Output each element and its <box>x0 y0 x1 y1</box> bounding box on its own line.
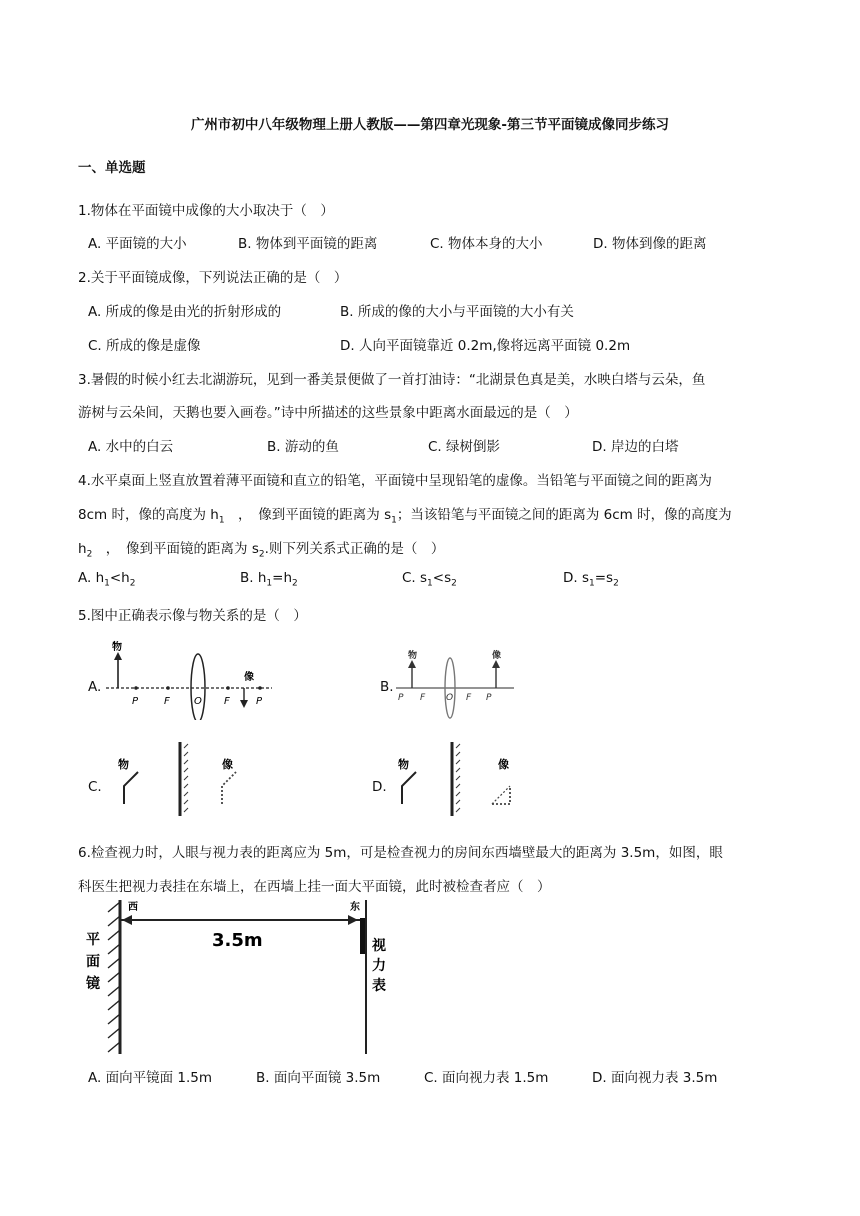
q6-option-d[interactable]: D. 面向视力表 3.5m <box>592 1070 718 1086</box>
question-1-stem: 1.物体在平面镜中成像的大小取决于（ ） <box>78 203 334 219</box>
question-3-line-1: 3.暑假的时候小红去北湖游玩，见到一番美景便做了一首打油诗：“北湖景色真是美，水映白塔与云朵，鱼 <box>78 372 706 388</box>
q5-option-d-label[interactable]: D. <box>372 779 387 795</box>
svg-text:O: O <box>194 696 202 707</box>
svg-text:像: 像 <box>492 651 502 661</box>
q1-option-d[interactable]: D. 物体到像的距离 <box>593 236 707 252</box>
svg-text:P: P <box>486 693 492 703</box>
page-title: 广州市初中八年级物理上册人教版——第四章光现象-第三节平面镜成像同步练习 <box>190 117 670 133</box>
q3-option-c[interactable]: C. 绿树倒影 <box>428 439 501 455</box>
svg-text:F: F <box>224 696 230 707</box>
q5-option-d-mirror-diagram <box>394 740 534 818</box>
q2-option-d[interactable]: D. 人向平面镜靠近 0.2m,像将远离平面镜 0.2m <box>340 338 631 354</box>
question-2-stem: 2.关于平面镜成像，下列说法正确的是（ ） <box>78 270 348 286</box>
svg-text:表: 表 <box>372 978 386 994</box>
question-4-line-3: $h_2$ ， 像到平面镜的距离为 $s_2$.则下列关系式正确的是（ ） <box>78 541 445 560</box>
q2-option-c[interactable]: C. 所成的像是虚像 <box>88 338 201 354</box>
q4-option-d[interactable]: D. $s_1=s_2$ <box>563 570 619 589</box>
q6-option-b[interactable]: B. 面向平面镜 3.5m <box>256 1070 381 1086</box>
object-label: 物 <box>112 642 122 653</box>
q5-option-b-label[interactable]: B. <box>380 679 394 695</box>
svg-text:东: 东 <box>350 902 360 913</box>
q4-option-b[interactable]: B. $h_1=h_2$ <box>240 570 298 589</box>
q5-option-b-lens-diagram <box>392 640 522 720</box>
q5-option-c-label[interactable]: C. <box>88 779 102 795</box>
svg-text:物: 物 <box>118 758 129 771</box>
q1-option-a[interactable]: A. 平面镜的大小 <box>88 236 187 252</box>
section-heading: 一、单选题 <box>78 160 146 176</box>
svg-text:P: P <box>256 696 263 707</box>
question-4-line-1: 4.水平桌面上竖直放置着薄平面镜和直立的铅笔，平面镜中呈现铅笔的虚像。当铅笔与平面镜之间的距离为 <box>78 473 712 489</box>
q3-option-b[interactable]: B. 游动的鱼 <box>267 439 339 455</box>
svg-text:F: F <box>164 696 170 707</box>
q1-option-b[interactable]: B. 物体到平面镜的距离 <box>238 236 378 252</box>
svg-text:镜: 镜 <box>86 976 100 992</box>
svg-text:西: 西 <box>128 902 138 913</box>
svg-text:F: F <box>466 693 472 703</box>
q2-option-b[interactable]: B. 所成的像的大小与平面镜的大小有关 <box>340 304 574 320</box>
distance-label: 3.5m <box>212 930 263 951</box>
svg-text:物: 物 <box>408 651 418 661</box>
q5-option-a-label[interactable]: A. <box>88 679 102 695</box>
q5-option-c-mirror-diagram <box>114 740 254 818</box>
q4-option-c[interactable]: C. $s_1<s_2$ <box>402 570 457 589</box>
svg-text:O: O <box>446 693 454 703</box>
q3-option-d[interactable]: D. 岸边的白塔 <box>592 439 679 455</box>
svg-text:P: P <box>398 693 404 703</box>
svg-text:物: 物 <box>398 758 409 771</box>
svg-text:F: F <box>420 693 426 703</box>
image-label: 像 <box>244 672 254 683</box>
question-6-line-2: 科医生把视力表挂在东墙上，在西墙上挂一面大平面镜，此时被检查者应（ ） <box>78 879 551 895</box>
question-3-line-2: 游树与云朵间，天鹅也要入画卷。”诗中所描述的这些景象中距离水面最远的是（ ） <box>78 405 578 421</box>
svg-text:平: 平 <box>86 932 100 948</box>
q3-option-a[interactable]: A. 水中的白云 <box>88 439 174 455</box>
svg-text:力: 力 <box>372 958 386 974</box>
q6-option-a[interactable]: A. 面向平镜面 1.5m <box>88 1070 212 1086</box>
svg-text:像: 像 <box>222 758 233 771</box>
question-4-line-2: 8cm 时，像的高度为 $h_1$ ， 像到平面镜的距离为 $s_1$；当该铅笔与平面镜之间的距离为 6cm 时，像的高度为 <box>78 507 732 526</box>
q6-room-diagram <box>84 898 404 1058</box>
question-6-line-1: 6.检查视力时，人眼与视力表的距离应为 5m，可是检查视力的房间东西墙壁最大的距离为 3.5m，如图，眼 <box>78 845 723 861</box>
q1-option-c[interactable]: C. 物体本身的大小 <box>430 236 543 252</box>
svg-text:像: 像 <box>498 758 509 771</box>
q6-option-c[interactable]: C. 面向视力表 1.5m <box>424 1070 549 1086</box>
q2-option-a[interactable]: A. 所成的像是由光的折射形成的 <box>88 304 282 320</box>
svg-text:P: P <box>132 696 139 707</box>
svg-text:面: 面 <box>86 954 100 970</box>
q5-option-a-lens-diagram <box>104 640 284 720</box>
question-5-stem: 5.图中正确表示像与物关系的是（ ） <box>78 608 307 624</box>
q4-option-a[interactable]: A. $h_1<h_2$ <box>78 570 136 589</box>
svg-text:视: 视 <box>372 938 386 954</box>
